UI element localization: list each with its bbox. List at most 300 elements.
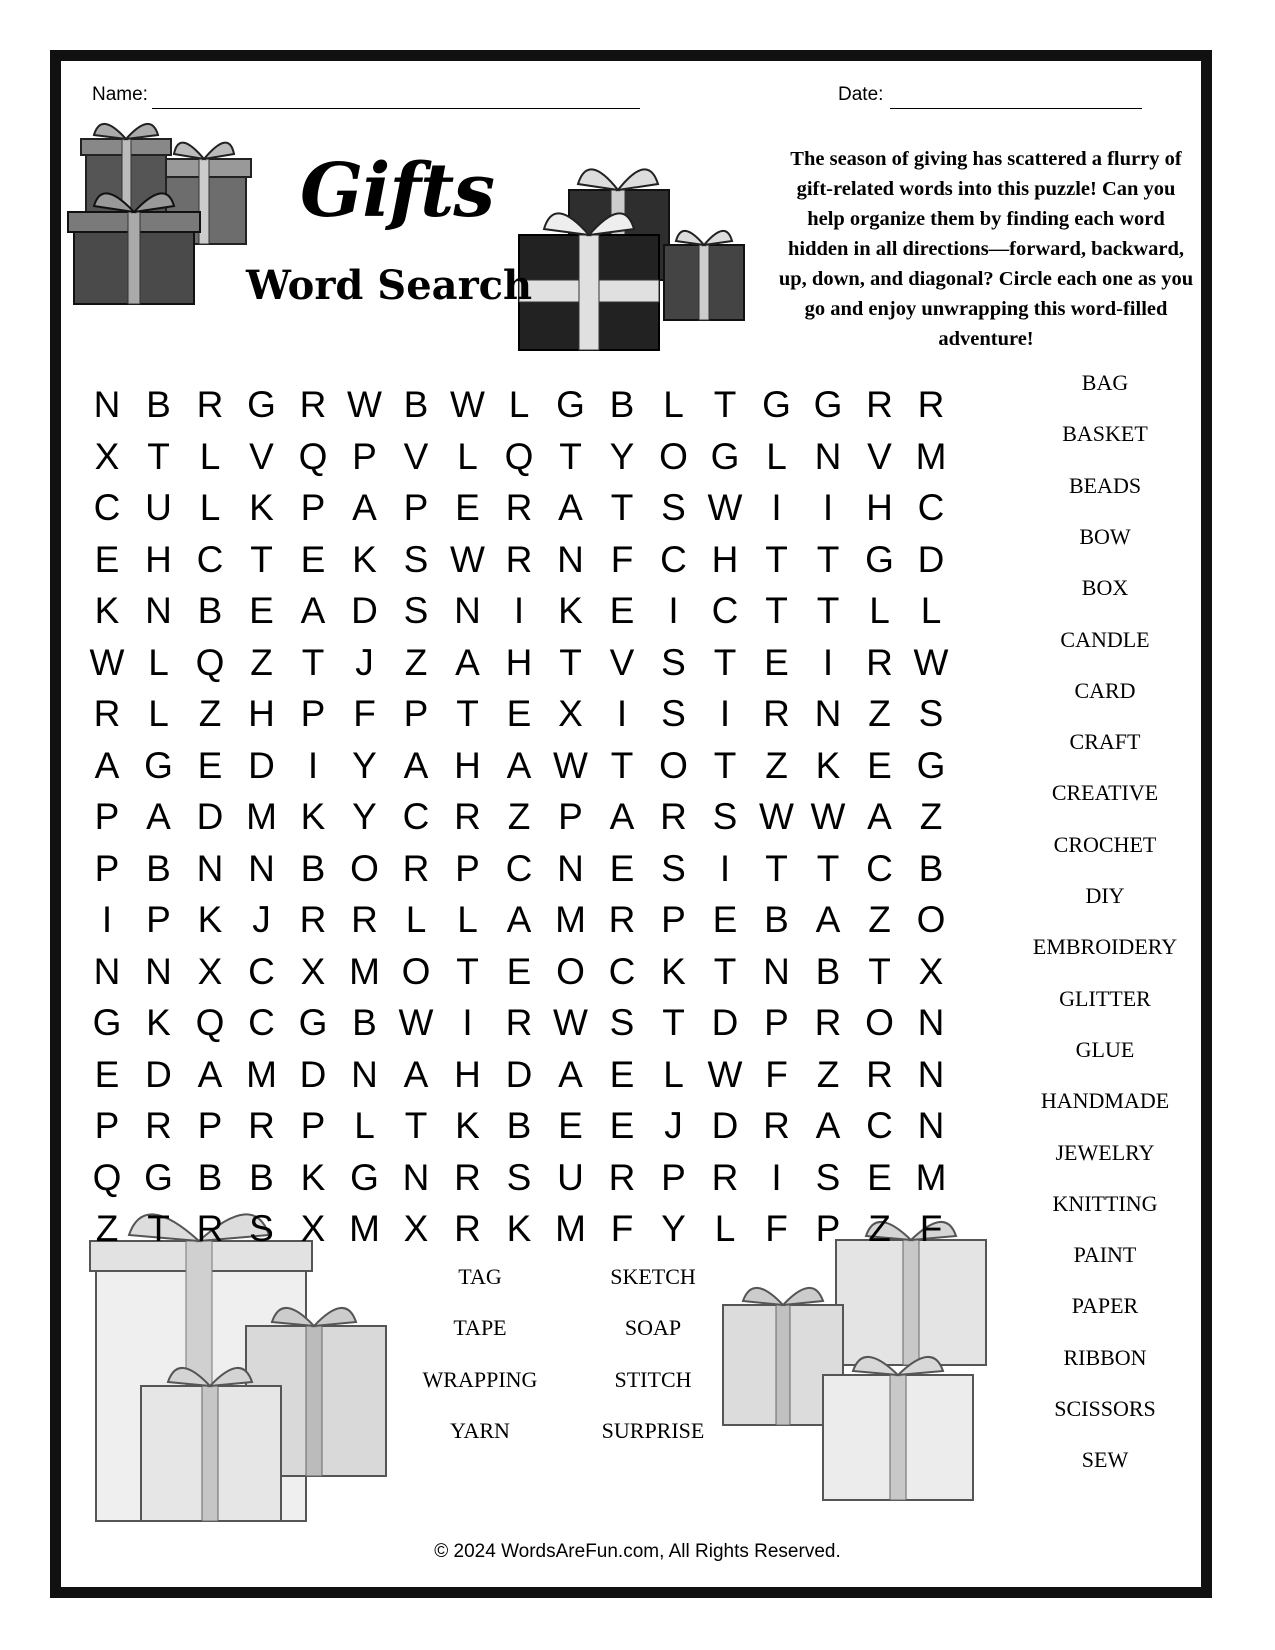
- name-line[interactable]: [152, 108, 640, 109]
- grid-letter[interactable]: J: [252, 899, 271, 940]
- grid-letter[interactable]: R: [454, 1156, 481, 1198]
- grid-letter[interactable]: P: [764, 1002, 789, 1043]
- grid-letter[interactable]: Z: [250, 641, 273, 683]
- grid-letter[interactable]: M: [915, 435, 947, 477]
- grid-letter[interactable]: N: [145, 590, 172, 631]
- grid-letter[interactable]: W: [707, 1053, 743, 1095]
- grid-letter[interactable]: P: [815, 1208, 841, 1249]
- grid-letter[interactable]: E: [197, 744, 223, 786]
- grid-letter[interactable]: X: [300, 950, 326, 992]
- grid-letter[interactable]: N: [402, 1156, 430, 1198]
- grid-letter[interactable]: G: [556, 384, 585, 425]
- grid-letter[interactable]: M: [349, 950, 380, 992]
- grid-letter[interactable]: T: [765, 590, 788, 631]
- grid-letter[interactable]: G: [144, 744, 173, 786]
- grid-letter[interactable]: I: [822, 641, 834, 683]
- grid-letter[interactable]: L: [199, 487, 221, 528]
- grid-letter[interactable]: T: [816, 847, 840, 889]
- grid-letter[interactable]: S: [661, 847, 686, 889]
- grid-letter[interactable]: R: [505, 487, 533, 528]
- grid-letter[interactable]: S: [661, 487, 686, 528]
- grid-letter[interactable]: N: [557, 847, 584, 889]
- grid-letter[interactable]: P: [94, 796, 120, 837]
- grid-letter[interactable]: R: [711, 1156, 739, 1198]
- grid-letter[interactable]: B: [197, 590, 223, 631]
- grid-letter[interactable]: S: [661, 641, 686, 683]
- grid-letter[interactable]: A: [558, 1053, 583, 1095]
- grid-letter[interactable]: U: [557, 1156, 584, 1198]
- grid-letter[interactable]: A: [506, 899, 532, 940]
- grid-letter[interactable]: P: [661, 899, 686, 940]
- grid-letter[interactable]: T: [456, 950, 479, 992]
- grid-letter[interactable]: D: [351, 590, 378, 631]
- grid-letter[interactable]: E: [609, 1053, 635, 1095]
- grid-letter[interactable]: Z: [95, 1208, 119, 1249]
- grid-letter[interactable]: U: [145, 487, 172, 528]
- grid-letter[interactable]: P: [146, 899, 171, 940]
- grid-letter[interactable]: Z: [816, 1053, 840, 1095]
- grid-letter[interactable]: P: [352, 435, 377, 477]
- grid-letter[interactable]: N: [814, 435, 842, 477]
- grid-letter[interactable]: V: [867, 435, 892, 477]
- grid-letter[interactable]: C: [660, 538, 687, 580]
- grid-letter[interactable]: X: [94, 435, 120, 477]
- grid-letter[interactable]: G: [916, 744, 946, 786]
- grid-letter[interactable]: R: [505, 1002, 533, 1043]
- grid-row: [80, 380, 980, 434]
- grid-letter[interactable]: Y: [609, 435, 635, 477]
- grid-letter[interactable]: R: [608, 899, 636, 940]
- grid-letter[interactable]: F: [610, 1208, 634, 1249]
- grid-letter[interactable]: C: [93, 487, 121, 528]
- grid-letter[interactable]: R: [299, 899, 327, 940]
- grid-letter[interactable]: G: [247, 384, 276, 425]
- grid-letter[interactable]: R: [248, 1105, 275, 1146]
- grid-letter[interactable]: T: [765, 847, 788, 889]
- grid-letter[interactable]: L: [457, 435, 478, 477]
- grid-letter[interactable]: N: [196, 847, 224, 889]
- grid-letter[interactable]: W: [553, 744, 588, 786]
- grid-letter[interactable]: A: [403, 1053, 429, 1095]
- grid-letter[interactable]: R: [866, 1053, 893, 1095]
- grid-letter[interactable]: R: [351, 899, 378, 940]
- grid-letter[interactable]: I: [513, 590, 525, 631]
- grid-letter[interactable]: N: [917, 1105, 945, 1146]
- grid-letter[interactable]: P: [197, 1105, 223, 1146]
- grid-letter[interactable]: J: [664, 1105, 683, 1146]
- grid-letter[interactable]: S: [918, 693, 944, 734]
- grid-letter[interactable]: X: [403, 1208, 429, 1249]
- grid-letter[interactable]: C: [917, 487, 945, 528]
- grid-letter[interactable]: W: [759, 796, 794, 837]
- grid-letter[interactable]: E: [764, 641, 789, 683]
- grid-letter[interactable]: E: [867, 744, 892, 786]
- grid-letter[interactable]: W: [913, 641, 949, 683]
- grid-letter[interactable]: C: [866, 1105, 893, 1146]
- grid-letter[interactable]: F: [765, 1208, 788, 1249]
- grid-letter[interactable]: W: [398, 1002, 434, 1043]
- grid-letter[interactable]: Z: [198, 693, 222, 734]
- grid-letter[interactable]: W: [810, 796, 846, 837]
- grid-letter[interactable]: K: [352, 538, 377, 580]
- grid-letter[interactable]: X: [558, 693, 583, 734]
- grid-row: [80, 792, 980, 846]
- grid-letter[interactable]: M: [555, 1208, 586, 1249]
- grid-letter[interactable]: C: [402, 796, 430, 837]
- grid-letter[interactable]: L: [148, 693, 169, 734]
- grid-letter[interactable]: R: [763, 1105, 790, 1146]
- grid-letter[interactable]: E: [558, 1105, 583, 1146]
- grid-letter[interactable]: P: [403, 487, 429, 528]
- grid-letter[interactable]: W: [347, 384, 382, 425]
- grid-letter[interactable]: R: [763, 693, 790, 734]
- grid-letter[interactable]: D: [248, 744, 275, 786]
- grid-letter[interactable]: R: [917, 384, 945, 425]
- word-list-item: BEADS: [1068, 472, 1142, 498]
- grid-letter[interactable]: I: [719, 693, 731, 734]
- grid-letter[interactable]: Y: [352, 796, 377, 837]
- grid-letter[interactable]: R: [814, 1002, 842, 1043]
- grid-letter[interactable]: N: [917, 1053, 945, 1095]
- word-list-item: SEW: [1081, 1447, 1129, 1473]
- grid-letter[interactable]: M: [915, 1156, 947, 1198]
- grid-letter[interactable]: T: [868, 950, 891, 992]
- grid-letter[interactable]: S: [661, 693, 686, 734]
- word-list-item: CARD: [1074, 677, 1136, 703]
- grid-letter[interactable]: I: [668, 590, 679, 631]
- grid-letter[interactable]: A: [300, 590, 326, 631]
- grid-letter[interactable]: M: [555, 899, 586, 940]
- grid-letter[interactable]: T: [147, 1208, 170, 1249]
- grid-letter[interactable]: L: [199, 435, 221, 477]
- grid-letter[interactable]: R: [454, 796, 481, 837]
- grid-letter[interactable]: T: [610, 487, 634, 528]
- grid-letter[interactable]: Z: [868, 693, 891, 734]
- grid-letter[interactable]: G: [92, 1002, 122, 1043]
- grid-letter[interactable]: R: [145, 1105, 172, 1146]
- grid-letter[interactable]: R: [196, 1208, 224, 1249]
- grid-letter[interactable]: Q: [298, 435, 328, 477]
- grid-letter[interactable]: G: [350, 1156, 379, 1198]
- grid-letter[interactable]: D: [145, 1053, 172, 1095]
- grid-letter[interactable]: O: [659, 744, 688, 786]
- grid-letter[interactable]: H: [454, 1053, 481, 1095]
- grid-letter[interactable]: L: [714, 1208, 736, 1249]
- grid-letter[interactable]: H: [505, 641, 533, 683]
- grid-letter[interactable]: A: [403, 744, 429, 786]
- grid-letter[interactable]: X: [918, 950, 944, 992]
- grid-letter[interactable]: P: [661, 1156, 686, 1198]
- grid-letter[interactable]: C: [711, 590, 739, 631]
- grid-letter[interactable]: P: [94, 847, 120, 889]
- grid-letter[interactable]: F: [765, 1053, 788, 1095]
- grid-letter[interactable]: L: [869, 590, 890, 631]
- grid-letter[interactable]: E: [609, 1105, 635, 1146]
- grid-letter[interactable]: K: [146, 1002, 171, 1043]
- grid-letter[interactable]: Z: [404, 641, 428, 683]
- grid-letter[interactable]: V: [403, 435, 429, 477]
- grid-letter[interactable]: K: [815, 744, 841, 786]
- grid-letter[interactable]: S: [403, 538, 429, 580]
- grid-letter[interactable]: A: [352, 487, 377, 528]
- grid-letter[interactable]: Y: [661, 1208, 686, 1249]
- grid-letter[interactable]: N: [93, 384, 121, 425]
- grid-letter[interactable]: T: [713, 641, 737, 683]
- grid-letter[interactable]: N: [93, 950, 121, 992]
- grid-letter[interactable]: B: [918, 847, 944, 889]
- grid-letter[interactable]: N: [917, 1002, 945, 1043]
- grid-letter[interactable]: B: [506, 1105, 532, 1146]
- grid-letter[interactable]: H: [454, 744, 481, 786]
- grid-letter[interactable]: R: [196, 384, 224, 425]
- grid-letter[interactable]: F: [610, 538, 634, 580]
- grid-letter[interactable]: Z: [919, 796, 943, 837]
- grid-letter[interactable]: K: [94, 590, 120, 631]
- grid-letter[interactable]: C: [196, 538, 224, 580]
- grid-letter[interactable]: F: [353, 693, 376, 734]
- grid-letter[interactable]: T: [404, 1105, 428, 1146]
- grid-letter[interactable]: S: [403, 590, 429, 631]
- grid-letter[interactable]: D: [299, 1053, 327, 1095]
- grid-letter[interactable]: L: [405, 899, 427, 940]
- grid-letter[interactable]: T: [456, 693, 479, 734]
- grid-letter[interactable]: T: [559, 641, 582, 683]
- grid-row: [80, 895, 980, 949]
- grid-letter[interactable]: I: [822, 487, 834, 528]
- grid-letter[interactable]: O: [556, 950, 585, 992]
- grid-letter[interactable]: T: [301, 641, 325, 683]
- grid-letter[interactable]: L: [663, 1053, 684, 1095]
- grid-letter[interactable]: T: [713, 950, 737, 992]
- grid-letter[interactable]: Q: [195, 1002, 225, 1043]
- grid-letter[interactable]: B: [764, 899, 789, 940]
- grid-letter[interactable]: I: [719, 847, 731, 889]
- grid-letter[interactable]: B: [300, 847, 326, 889]
- grid-letter[interactable]: E: [249, 590, 274, 631]
- grid-letter[interactable]: A: [815, 1105, 841, 1146]
- grid-letter[interactable]: T: [713, 384, 737, 425]
- grid-letter[interactable]: L: [508, 384, 530, 425]
- grid-letter[interactable]: R: [866, 641, 893, 683]
- grid-letter[interactable]: L: [920, 590, 942, 631]
- grid-letter[interactable]: N: [814, 693, 842, 734]
- grid-letter[interactable]: K: [249, 487, 274, 528]
- grid-letter[interactable]: Z: [765, 744, 788, 786]
- grid-letter[interactable]: R: [608, 1156, 636, 1198]
- grid-letter[interactable]: R: [402, 847, 430, 889]
- grid-letter[interactable]: S: [609, 1002, 635, 1043]
- grid-letter[interactable]: P: [94, 1105, 120, 1146]
- grid-letter[interactable]: C: [505, 847, 533, 889]
- grid-letter[interactable]: B: [146, 847, 171, 889]
- grid-letter[interactable]: M: [349, 1208, 380, 1249]
- word-list-item: BASKET: [1062, 421, 1148, 447]
- grid-letter[interactable]: A: [609, 796, 635, 837]
- grid-letter[interactable]: K: [455, 1105, 480, 1146]
- grid-letter[interactable]: C: [608, 950, 636, 992]
- grid-letter[interactable]: N: [454, 590, 481, 631]
- grid-letter[interactable]: E: [94, 538, 120, 580]
- grid-letter[interactable]: S: [249, 1208, 274, 1249]
- grid-letter[interactable]: Q: [92, 1156, 122, 1198]
- grid-letter[interactable]: K: [506, 1208, 532, 1249]
- grid-letter[interactable]: A: [197, 1053, 223, 1095]
- grid-letter[interactable]: P: [455, 847, 480, 889]
- grid-letter[interactable]: S: [506, 1156, 532, 1198]
- grid-letter[interactable]: W: [707, 487, 743, 528]
- grid-letter[interactable]: M: [246, 1053, 277, 1095]
- grid-letter[interactable]: A: [815, 899, 841, 940]
- grid-letter[interactable]: X: [300, 1208, 326, 1249]
- grid-letter[interactable]: B: [197, 1156, 223, 1198]
- grid-letter[interactable]: H: [248, 693, 275, 734]
- grid-letter[interactable]: L: [663, 384, 684, 425]
- grid-letter[interactable]: I: [771, 1156, 782, 1198]
- grid-letter[interactable]: N: [351, 1053, 378, 1095]
- grid-letter[interactable]: D: [196, 796, 224, 837]
- grid-letter[interactable]: A: [867, 796, 892, 837]
- grid-letter[interactable]: Z: [868, 899, 891, 940]
- grid-letter[interactable]: T: [713, 744, 737, 786]
- grid-letter[interactable]: A: [558, 487, 583, 528]
- grid-letter[interactable]: V: [249, 435, 274, 477]
- grid-letter[interactable]: R: [454, 1208, 481, 1249]
- grid-letter[interactable]: Z: [868, 1208, 891, 1249]
- grid-letter[interactable]: E: [506, 693, 532, 734]
- grid-letter[interactable]: E: [94, 1053, 120, 1095]
- grid-letter[interactable]: R: [660, 796, 687, 837]
- grid-letter[interactable]: A: [146, 796, 171, 837]
- grid-letter[interactable]: G: [710, 435, 740, 477]
- grid-letter[interactable]: N: [763, 950, 790, 992]
- grid-letter[interactable]: L: [148, 641, 169, 683]
- grid-letter[interactable]: H: [866, 487, 893, 528]
- grid-letter[interactable]: A: [506, 744, 532, 786]
- grid-letter[interactable]: T: [816, 538, 840, 580]
- grid-letter[interactable]: T: [610, 744, 634, 786]
- grid-letter[interactable]: T: [250, 538, 273, 580]
- grid-letter[interactable]: T: [147, 435, 170, 477]
- grid-letter[interactable]: L: [457, 899, 478, 940]
- grid-letter[interactable]: T: [559, 435, 582, 477]
- grid-letter[interactable]: E: [609, 590, 635, 631]
- grid-letter[interactable]: G: [298, 1002, 328, 1043]
- grid-letter[interactable]: E: [712, 899, 738, 940]
- grid-letter[interactable]: B: [146, 384, 171, 425]
- grid-letter[interactable]: O: [659, 435, 688, 477]
- grid-letter[interactable]: W: [553, 1002, 588, 1043]
- grid-letter[interactable]: P: [300, 487, 326, 528]
- grid-letter[interactable]: N: [145, 950, 172, 992]
- grid-letter[interactable]: R: [505, 538, 533, 580]
- grid-letter[interactable]: L: [766, 435, 787, 477]
- grid-letter[interactable]: B: [403, 384, 429, 425]
- grid-letter[interactable]: O: [350, 847, 379, 889]
- grid-letter[interactable]: W: [450, 384, 485, 425]
- grid-letter[interactable]: J: [355, 641, 374, 683]
- grid-letter[interactable]: B: [815, 950, 841, 992]
- grid-letter[interactable]: D: [505, 1053, 533, 1095]
- grid-letter[interactable]: D: [917, 538, 945, 580]
- grid-letter[interactable]: K: [558, 590, 583, 631]
- grid-letter[interactable]: X: [197, 950, 223, 992]
- grid-letter[interactable]: M: [246, 796, 277, 837]
- grid-letter[interactable]: V: [609, 641, 635, 683]
- grid-letter[interactable]: P: [300, 693, 326, 734]
- grid-letter[interactable]: F: [919, 1208, 943, 1249]
- grid-letter[interactable]: S: [815, 1156, 841, 1198]
- grid-letter[interactable]: P: [403, 693, 429, 734]
- grid-letter[interactable]: R: [866, 384, 893, 425]
- grid-letter[interactable]: W: [89, 641, 125, 683]
- grid-letter[interactable]: L: [354, 1105, 375, 1146]
- grid-letter[interactable]: D: [711, 1002, 739, 1043]
- grid-letter[interactable]: I: [101, 899, 113, 940]
- grid-letter[interactable]: W: [450, 538, 485, 580]
- grid-letter[interactable]: K: [300, 1156, 326, 1198]
- grid-letter[interactable]: I: [307, 744, 319, 786]
- grid-letter[interactable]: B: [249, 1156, 274, 1198]
- grid-letter[interactable]: P: [300, 1105, 326, 1146]
- grid-letter[interactable]: B: [352, 1002, 377, 1043]
- grid-letter[interactable]: B: [609, 384, 635, 425]
- grid-letter[interactable]: N: [557, 538, 584, 580]
- word-list-item: PAINT: [1073, 1242, 1137, 1268]
- grid-letter[interactable]: K: [661, 950, 686, 992]
- date-line[interactable]: [890, 108, 1142, 109]
- grid-letter[interactable]: I: [771, 487, 782, 528]
- grid-letter[interactable]: Z: [507, 796, 531, 837]
- grid-letter[interactable]: E: [506, 950, 532, 992]
- grid-letter[interactable]: R: [93, 693, 121, 734]
- grid-letter[interactable]: E: [455, 487, 480, 528]
- grid-letter[interactable]: H: [711, 538, 739, 580]
- grid-letter[interactable]: S: [712, 796, 738, 837]
- grid-letter[interactable]: O: [401, 950, 431, 992]
- grid-letter[interactable]: Q: [195, 641, 225, 683]
- word-list-item: SKETCH: [610, 1264, 696, 1289]
- grid-letter[interactable]: C: [248, 950, 275, 992]
- grid-letter[interactable]: A: [455, 641, 480, 683]
- grid-letter[interactable]: C: [248, 1002, 275, 1043]
- grid-letter[interactable]: D: [711, 1105, 739, 1146]
- grid-letter[interactable]: I: [462, 1002, 473, 1043]
- grid-letter[interactable]: G: [865, 538, 894, 580]
- grid-letter[interactable]: T: [765, 538, 788, 580]
- grid-letter[interactable]: Y: [352, 744, 377, 786]
- grid-letter[interactable]: E: [609, 847, 635, 889]
- grid-letter[interactable]: E: [867, 1156, 892, 1198]
- grid-letter[interactable]: P: [558, 796, 583, 837]
- grid-letter[interactable]: H: [145, 538, 172, 580]
- grid-letter[interactable]: R: [299, 384, 327, 425]
- grid-letter[interactable]: I: [616, 693, 628, 734]
- grid-letter[interactable]: K: [300, 796, 326, 837]
- grid-letter[interactable]: G: [144, 1156, 173, 1198]
- grid-letter[interactable]: G: [813, 384, 843, 425]
- grid-letter[interactable]: O: [865, 1002, 894, 1043]
- grid-letter[interactable]: G: [762, 384, 791, 425]
- grid-letter[interactable]: T: [816, 590, 840, 631]
- grid-letter[interactable]: Q: [504, 435, 534, 477]
- grid-letter[interactable]: N: [248, 847, 275, 889]
- grid-letter[interactable]: E: [300, 538, 326, 580]
- grid-letter[interactable]: K: [197, 899, 223, 940]
- grid-letter[interactable]: T: [662, 1002, 685, 1043]
- grid-letter[interactable]: C: [866, 847, 893, 889]
- grid-letter[interactable]: O: [916, 899, 946, 940]
- grid-letter[interactable]: A: [94, 744, 120, 786]
